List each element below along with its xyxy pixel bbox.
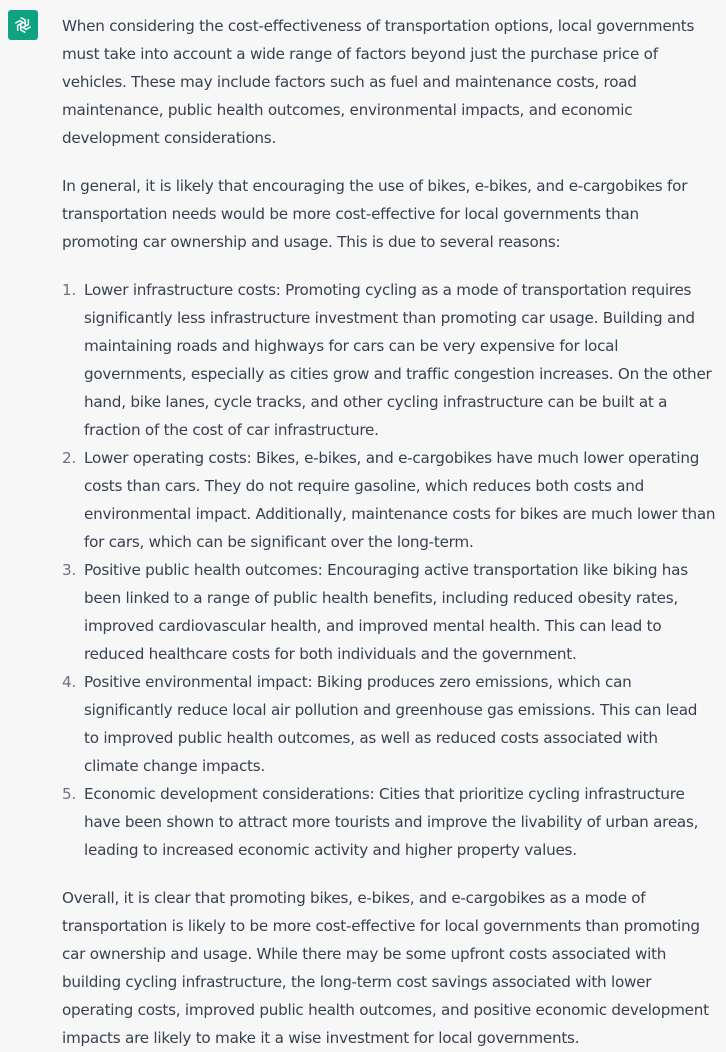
list-item-text: Lower operating costs: Bikes, e-bikes, and e-cargobikes have much lower operating costs than cars. They do not require gasoline, which reduces both costs and environmental impact. Additionally, maintenance costs for bikes are much lower than for cars, which can be significant over the long-term. xyxy=(84,449,716,551)
list-item xyxy=(62,444,716,556)
list-item-number: 5. xyxy=(62,785,76,803)
conclusion-paragraph: Overall, it is clear that promoting bikes, e-bikes, and e-cargobikes as a mode of transportation is likely to be more cost-effective for local governments than promoting car ownership and usage. While there may be some upfront costs associated with building cycling infrastructure, the long-term cost savings associated with lower operating costs, improved public health outcomes, and positive economic development impacts are likely to make it a wise investment for local governments. xyxy=(62,889,709,1047)
general-paragraph: In general, it is likely that encouraging the use of bikes, e-bikes, and e-cargobikes for transportation needs would be more cost-effective for local governments than promoting car ownership and usage. This is due to several reasons: xyxy=(62,177,688,251)
list-item-text: Positive public health outcomes: Encouraging active transportation like biking has been linked to a range of public health benefits, including reduced obesity rates, improved cardiovascular health, and improved mental health. This can lead to reduced healthcare costs for both individuals and the government. xyxy=(84,561,688,663)
list-item-number: 1. xyxy=(62,281,76,299)
list-item xyxy=(62,556,716,668)
list-item-text: Positive environmental impact: Biking produces zero emissions, which can significantly reduce local air pollution and greenhouse gas emissions. This can lead to improved public health outcomes, as well as reduced costs associated with climate change impacts. xyxy=(84,673,698,775)
list-item-number: 4. xyxy=(62,673,76,691)
assistant-avatar xyxy=(8,10,38,40)
list-item xyxy=(62,668,716,780)
list-item-number: 2. xyxy=(62,449,76,467)
intro-paragraph: When considering the cost-effectiveness of transportation options, local governments must take into account a wide range of factors beyond just the purchase price of vehicles. These may include factors such as fuel and maintenance costs, road maintenance, public health outcomes, environmental impacts, and economic development considerations. xyxy=(62,17,695,147)
message-content xyxy=(62,12,716,1052)
reasons-list xyxy=(62,276,716,864)
openai-logo-icon xyxy=(12,14,34,36)
list-item xyxy=(62,780,716,864)
list-item-number: 3. xyxy=(62,561,76,579)
list-item-text: Lower infrastructure costs: Promoting cycling as a mode of transportation requires significantly less infrastructure investment than promoting car usage. Building and maintaining roads and highways for cars can be very expensive for local governments, especially as cities grow and traffic congestion increases. On the other hand, bike lanes, cycle tracks, and other cycling infrastructure can be built at a fraction of the cost of car infrastructure. xyxy=(84,281,712,439)
list-item xyxy=(62,276,716,444)
list-item-text: Economic development considerations: Cities that prioritize cycling infrastructure have been shown to attract more tourists and improve the livability of urban areas, leading to increased economic activity and higher property values. xyxy=(84,785,699,859)
